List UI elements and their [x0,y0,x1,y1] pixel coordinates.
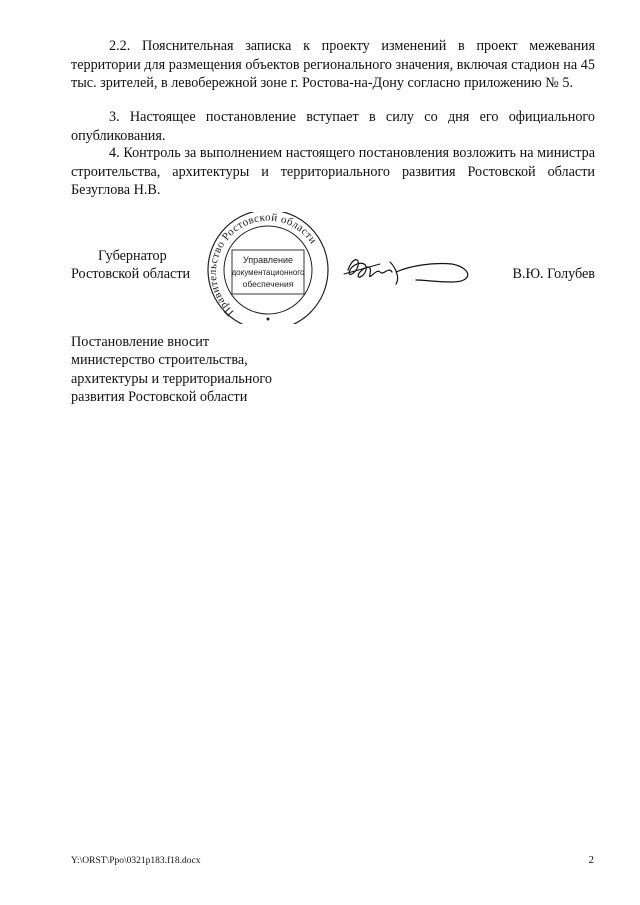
submitted-by-line: Постановление вносит [71,334,210,350]
paragraph-2-2: 2.2. Пояснительная записка к проекту изменений в проект межевания территории для размещения объектов регионального значения, включая стадион на 45 тыс. зрителей, в левобережной зоне г. Ростова-на-Дону согласно приложению № 5. [71,38,595,92]
seal-outer-text: Правительство Ростовской области [206,212,320,319]
signatory-position-line2: Ростовской области [71,266,191,282]
handwritten-signature [340,248,480,290]
submitted-by-block [71,333,331,407]
paragraph-4: 4. Контроль за выполнением настоящего постановления возложить на министра строительства, архитектуры и территориального развития Ростовской области Безуглова Н.В. [71,145,595,199]
paragraph-3: 3. Настоящее постановление вступает в силу со дня его официального опубликования. [71,109,595,144]
seal-inner-line-3: обеспечения [242,279,294,289]
signatory-name: В.Ю. Голубев [512,266,595,282]
seal-inner-line-2: документационного [231,268,305,277]
official-seal [204,212,332,324]
submitted-by-line: министерство строительства, [71,352,248,369]
seal-inner-line-1: Управление [242,255,294,265]
submitted-by-line: архитектуры и территориального [71,370,272,387]
footer-file-path: Y:\ORST\Ppo\0321p183.f18.docx [71,856,201,866]
submitted-by-line: развития Ростовской области [71,389,248,406]
page-number: 2 [588,854,594,866]
signatory-position-line1: Губернатор [98,248,167,264]
